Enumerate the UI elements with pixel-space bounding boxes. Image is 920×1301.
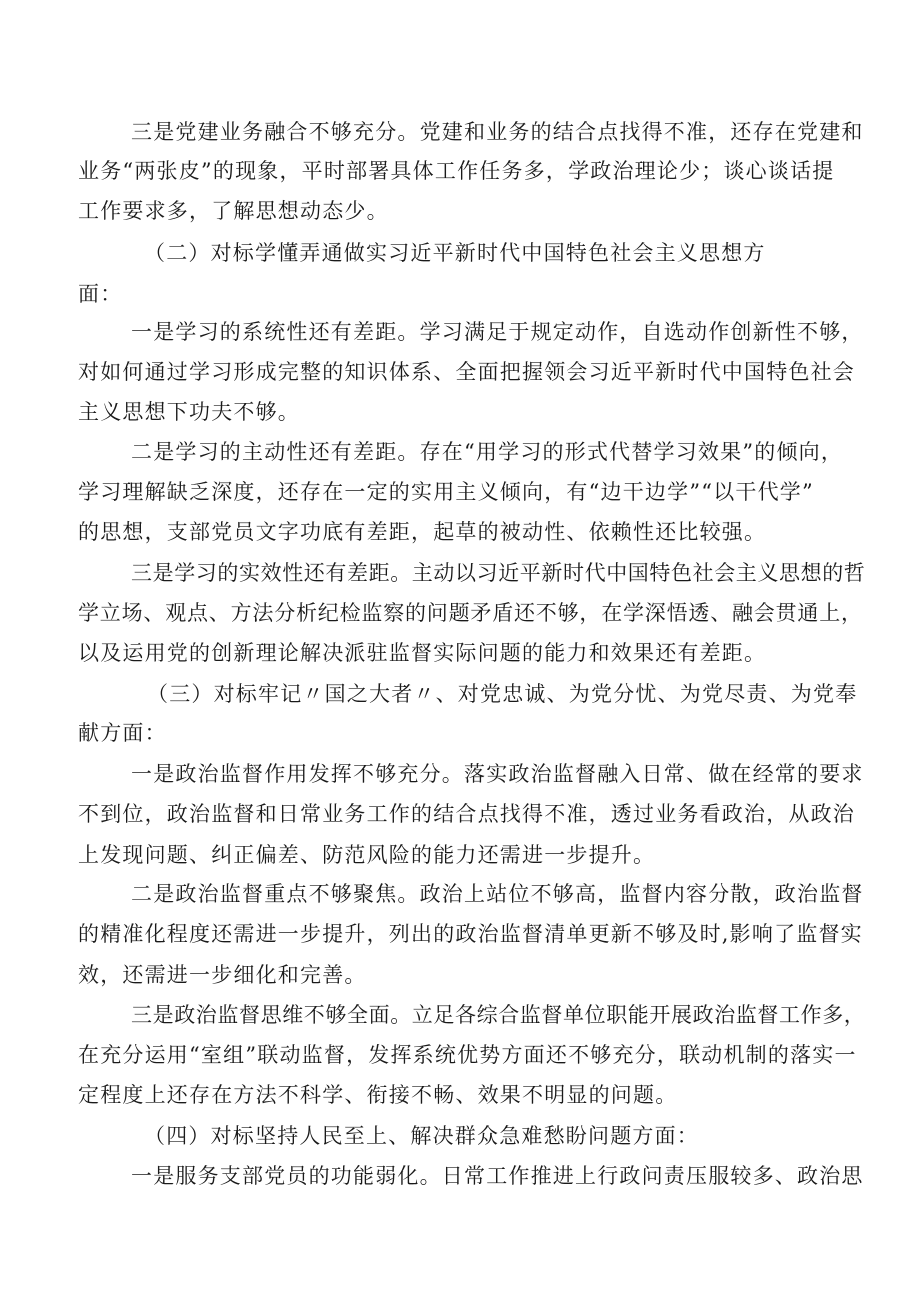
section-heading-3-cont: 献方面： bbox=[78, 721, 167, 745]
text-line: 的思想，支部党员文字功底有差距，起草的被动性、依赖性还比较强。 bbox=[78, 520, 767, 544]
text-line: 主义思想下功夫不够。 bbox=[78, 400, 300, 424]
text-line: 对如何通过学习形成完整的知识体系、全面把握领会习近平新时代中国特色社会 bbox=[78, 360, 855, 384]
text-line: 的精准化程度还需进一步提升，列出的政治监督清单更新不够及时,影响了监督实 bbox=[78, 922, 863, 946]
section-heading-2: （二）对标学懂弄通做实习近平新时代中国特色社会主义思想方 bbox=[144, 241, 766, 265]
text-line: 二是政治监督重点不够聚焦。政治上站位不够高，监督内容分散，政治监督 bbox=[131, 882, 864, 906]
text-line: 上发现问题、纠正偏差、防范风险的能力还需进一步提升。 bbox=[78, 843, 656, 867]
text-line: 不到位，政治监督和日常业务工作的结合点找得不准，透过业务看政治，从政治 bbox=[78, 802, 855, 826]
text-line: 定程度上还存在方法不科学、衔接不畅、效果不明显的问题。 bbox=[78, 1083, 678, 1107]
section-heading-4: （四）对标坚持人民至上、解决群众急难愁盼问题方面： bbox=[144, 1124, 699, 1148]
text-line: 学立场、观点、方法分析纪检监察的问题矛盾还不够，在学深悟透、融会贯通上， bbox=[78, 601, 863, 625]
text-line: 工作要求多，了解思想动态少。 bbox=[78, 199, 389, 223]
text-line: 一是学习的系统性还有差距。学习满足于规定动作，自选动作创新性不够， bbox=[131, 320, 864, 344]
text-line: 学习理解缺乏深度，还存在一定的实用主义倾向，有“边干边学”“以干代学” bbox=[78, 480, 814, 504]
section-heading-2-cont: 面： bbox=[78, 282, 123, 306]
text-line: 三是政治监督思维不够全面。立足各综合监督单位职能开展政治监督工作多， bbox=[131, 1003, 866, 1027]
text-line: 业务“两张皮”的现象，平时部署具体工作任务多，学政治理论少；谈心谈话提 bbox=[78, 159, 835, 183]
text-line: 一是政治监督作用发挥不够充分。落实政治监督融入日常、做在经常的要求 bbox=[131, 762, 864, 786]
text-line: 二是学习的主动性还有差距。存在“用学习的形式代替学习效果”的倾向， bbox=[131, 440, 844, 464]
text-line: 以及运用党的创新理论解决派驻监督实际问题的能力和效果还有差距。 bbox=[78, 641, 767, 665]
section-heading-3: （三）对标牢记〃国之大者〃、对党忠诚、为党分忧、为党尽责、为党奉 bbox=[147, 682, 858, 706]
text-line: 三是学习的实效性还有差距。主动以习近平新时代中国特色社会主义思想的哲 bbox=[131, 561, 866, 585]
text-line: 在充分运用“室组”联动监督，发挥系统优势方面还不够充分，联动机制的落实一 bbox=[78, 1043, 857, 1067]
text-line: 一是服务支部党员的功能弱化。日常工作推进上行政问责压服较多、政治思 bbox=[131, 1164, 864, 1188]
text-line: 效，还需进一步细化和完善。 bbox=[78, 963, 367, 987]
text-line: 三是党建业务融合不够充分。党建和业务的结合点找得不准，还存在党建和 bbox=[131, 120, 864, 144]
